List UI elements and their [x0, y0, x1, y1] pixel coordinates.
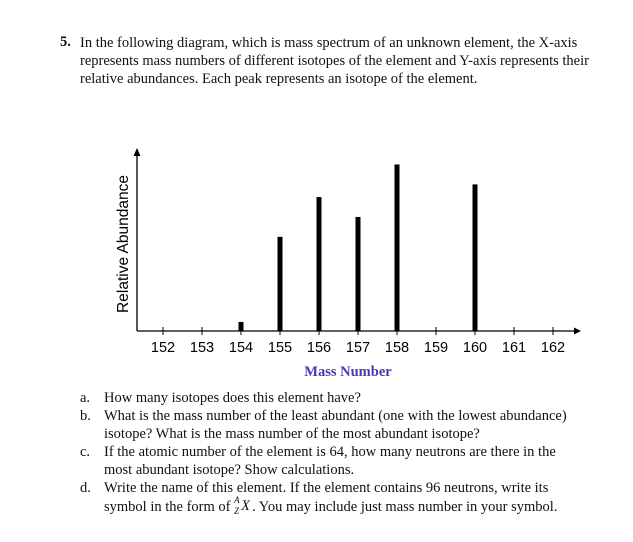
sub-question-b [80, 407, 570, 443]
sub-question-d [80, 479, 570, 516]
x-tick-label: 159 [423, 340, 449, 356]
notation-sup: A [234, 495, 240, 505]
sub-question-a [80, 389, 570, 407]
x-tick-label: 156 [306, 340, 332, 356]
peak-bar [473, 184, 478, 331]
sub-question-text [104, 479, 570, 516]
x-tick-label: 157 [345, 340, 371, 356]
sub-question-text: What is the mass number of the least abundant (one with the lowest abundance) isotope? What is the mass number of the most abundant isotope? [104, 408, 567, 442]
x-tick-label: 162 [540, 340, 566, 356]
x-axis-arrow [574, 328, 581, 335]
sub-question-label: c. [80, 444, 91, 460]
question-text: In the following diagram, which is mass spectrum of an unknown element, the X-axis represents mass numbers of different isotopes of the element and Y-axis represents their relative abundances. Each peak represents an isotope of the element. [80, 35, 589, 87]
sub-question-text-before: Write the name of this element. If the element contains 96 neutrons, write its symbol in the form of [104, 480, 549, 515]
sub-question-label: d. [80, 480, 91, 496]
notation-symbol: X [241, 498, 250, 514]
isotope-notation [234, 495, 252, 516]
peak-bar [278, 237, 283, 331]
sub-question-label: a. [80, 390, 91, 406]
y-axis-label: Relative Abundance [115, 175, 132, 313]
peak-bar [395, 164, 400, 331]
x-axis-label: Mass Number [304, 364, 392, 380]
peak-bar [317, 197, 322, 331]
sub-question-text-after: . You may include just mass number in your symbol. [252, 499, 558, 515]
peak-bar [239, 322, 244, 331]
y-axis-arrow [134, 148, 141, 156]
sub-question-text: If the atomic number of the element is 64, how many neutrons are there in the most abundant isotope? Show calculations. [104, 444, 556, 478]
x-tick-label: 154 [228, 340, 254, 356]
sub-question-text: How many isotopes does this element have? [104, 390, 361, 406]
peak-bar [356, 217, 361, 331]
x-tick-label: 152 [150, 340, 176, 356]
x-tick-label: 160 [462, 340, 488, 356]
x-tick-label: 158 [384, 340, 410, 356]
question-number: 5. [60, 34, 71, 50]
sub-question-c [80, 443, 570, 479]
x-tick-label: 161 [501, 340, 527, 356]
x-tick-label: 155 [267, 340, 293, 356]
notation-sub: Z [234, 506, 240, 516]
x-tick-label: 153 [189, 340, 215, 356]
sub-question-label: b. [80, 408, 91, 424]
